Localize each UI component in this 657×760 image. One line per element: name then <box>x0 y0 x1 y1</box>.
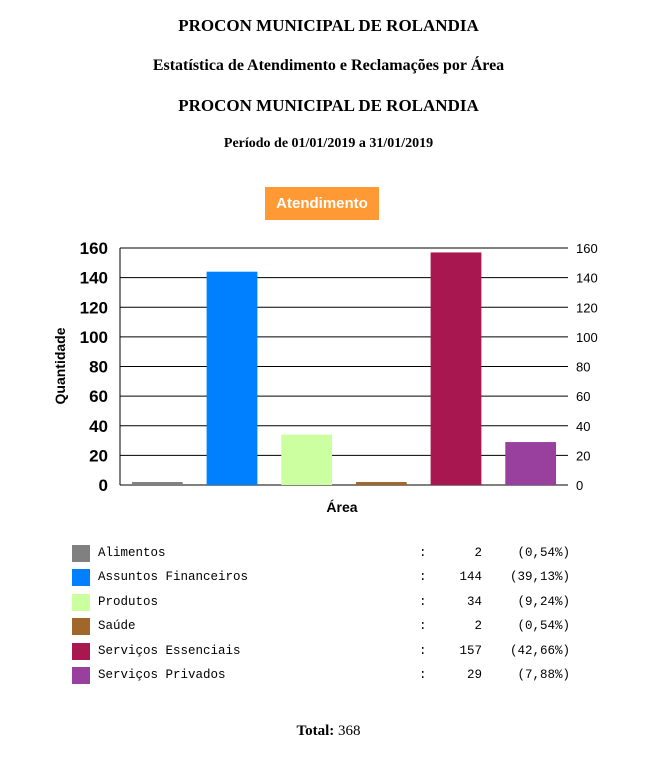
legend-percent: (0,54%) <box>517 619 570 634</box>
legend-item <box>72 567 592 591</box>
legend-label: Serviços Essenciais <box>98 643 241 658</box>
page-subtitle: Estatística de Atendimento e Reclamações por Área <box>152 57 505 74</box>
legend-swatch <box>72 569 90 586</box>
legend-value: 34 <box>466 594 482 609</box>
legend-swatch <box>72 667 90 684</box>
bar-servicos-essenciais <box>431 252 482 485</box>
legend-label: Produtos <box>98 594 159 609</box>
y-tick-label-right: 120 <box>576 300 598 316</box>
y-axis-left <box>80 239 108 495</box>
legend-item <box>72 543 592 567</box>
y-tick-label-right: 40 <box>576 418 591 434</box>
legend-value: 29 <box>466 667 482 682</box>
legend-colon: : <box>419 667 427 682</box>
y-tick-label-right: 60 <box>576 389 591 405</box>
legend-colon: : <box>419 643 427 658</box>
y-tick-label-left: 20 <box>89 446 108 466</box>
chart-title: Atendimento <box>265 187 379 220</box>
bar-saude <box>356 482 407 485</box>
period-label: Período de 01/01/2019 a 31/01/2019 <box>223 136 434 151</box>
chart-grid <box>120 248 568 485</box>
legend-item <box>72 592 592 616</box>
bar-alimentos <box>132 482 183 485</box>
legend-value: 157 <box>459 643 482 658</box>
y-tick-label-left: 0 <box>98 476 108 495</box>
y-axis-label: Quantidade <box>52 327 68 405</box>
total-line <box>0 723 657 740</box>
legend-label: Assuntos Financeiros <box>98 570 249 585</box>
y-tick-label-left: 40 <box>89 416 108 436</box>
y-tick-label-left: 160 <box>79 239 108 258</box>
total-label: Total: <box>296 723 335 739</box>
y-tick-label-right: 140 <box>576 270 598 286</box>
legend-label: Saúde <box>98 619 136 634</box>
legend-swatch <box>72 594 90 611</box>
legend-label: Alimentos <box>98 546 166 560</box>
legend-item <box>72 616 592 640</box>
legend-percent: (7,88%) <box>517 667 570 682</box>
x-axis-label: Área <box>326 499 358 515</box>
y-axis-right <box>576 241 598 493</box>
legend-value: 144 <box>459 570 482 585</box>
legend-colon: : <box>419 570 427 585</box>
chart-bars <box>132 252 556 485</box>
legend-item <box>72 665 592 689</box>
legend <box>72 543 592 689</box>
legend-swatch <box>72 618 90 635</box>
bar-assuntos-financeiros <box>207 272 258 485</box>
legend-value: 2 <box>474 546 482 560</box>
legend-swatch <box>72 545 90 562</box>
legend-percent: (0,54%) <box>517 546 570 560</box>
y-tick-label-left: 120 <box>79 298 108 318</box>
y-tick-label-left: 60 <box>89 387 108 407</box>
y-tick-label-right: 100 <box>576 329 598 345</box>
bar-produtos <box>281 435 332 485</box>
y-tick-label-right: 160 <box>576 241 598 256</box>
bar-servicos-privados <box>505 442 556 485</box>
legend-label: Serviços Privados <box>98 667 226 682</box>
y-tick-label-left: 80 <box>89 357 108 377</box>
legend-percent: (39,13%) <box>509 570 570 585</box>
page-title: PROCON MUNICIPAL DE ROLANDIA <box>178 16 479 35</box>
legend-value: 2 <box>474 619 482 634</box>
legend-colon: : <box>419 594 427 609</box>
legend-colon: : <box>419 619 427 634</box>
y-tick-label-right: 0 <box>576 478 584 493</box>
legend-swatch <box>72 643 90 660</box>
legend-colon: : <box>419 546 427 560</box>
y-tick-label-right: 80 <box>576 359 591 375</box>
legend-item <box>72 641 592 665</box>
page-title-repeat: PROCON MUNICIPAL DE ROLANDIA <box>178 96 479 115</box>
legend-percent: (42,66%) <box>509 643 570 658</box>
y-tick-label-right: 20 <box>576 448 591 464</box>
legend-percent: (9,24%) <box>517 594 570 609</box>
y-tick-label-left: 140 <box>79 268 108 288</box>
y-tick-label-left: 100 <box>79 327 108 347</box>
total-value: 368 <box>338 723 361 739</box>
